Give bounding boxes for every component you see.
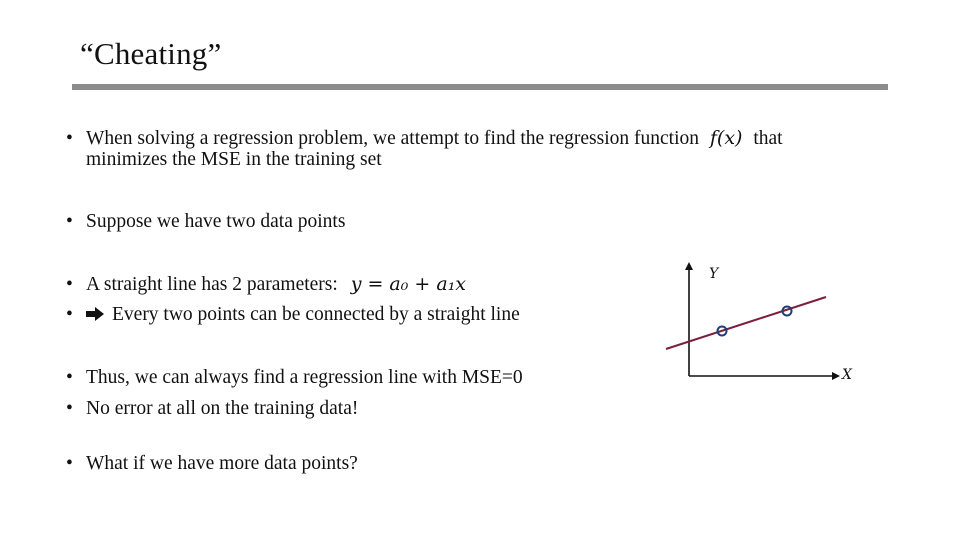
bullet-dot: • (66, 128, 73, 149)
regression-line (666, 297, 826, 349)
x-axis-arrowhead (832, 372, 840, 380)
bullet-item (66, 367, 523, 388)
bullet-text: No error at all on the training data! (86, 398, 359, 419)
bullet-item (66, 211, 345, 232)
regression-figure (660, 260, 860, 390)
y-axis-arrowhead (685, 262, 693, 270)
title-divider (72, 84, 888, 90)
bullet-dot: • (66, 274, 73, 295)
slide-title: “Cheating” (80, 36, 222, 71)
right-arrow-icon (86, 307, 104, 321)
bullet-dot: • (66, 367, 73, 388)
bullet-dot: • (66, 398, 73, 419)
bullet-item (66, 274, 466, 295)
math-fx: f(x) (709, 127, 743, 149)
bullet-text: Every two points can be connected by a straight line (112, 304, 520, 325)
y-axis-label: Y (709, 266, 719, 282)
bullet-item (66, 453, 358, 474)
bullet-text: A straight line has 2 parameters: (86, 274, 338, 295)
line-equation: y = a₀ + a₁x (350, 273, 467, 295)
bullet-text: Thus, we can always find a regression line with MSE=0 (86, 367, 523, 388)
bullet-dot: • (66, 211, 73, 232)
bullet-item (66, 128, 783, 170)
bullet-text-continuation: minimizes the MSE in the training set (86, 149, 382, 170)
bullet-text-tail: that (753, 128, 783, 149)
x-axis-label: X (842, 367, 852, 383)
bullet-item (66, 304, 520, 325)
bullet-dot: • (66, 453, 73, 474)
bullet-text: When solving a regression problem, we attempt to find the regression function (86, 128, 700, 149)
bullet-dot: • (66, 304, 73, 325)
bullet-text: What if we have more data points? (86, 453, 358, 474)
bullet-item (66, 398, 358, 419)
bullet-text: Suppose we have two data points (86, 211, 346, 232)
